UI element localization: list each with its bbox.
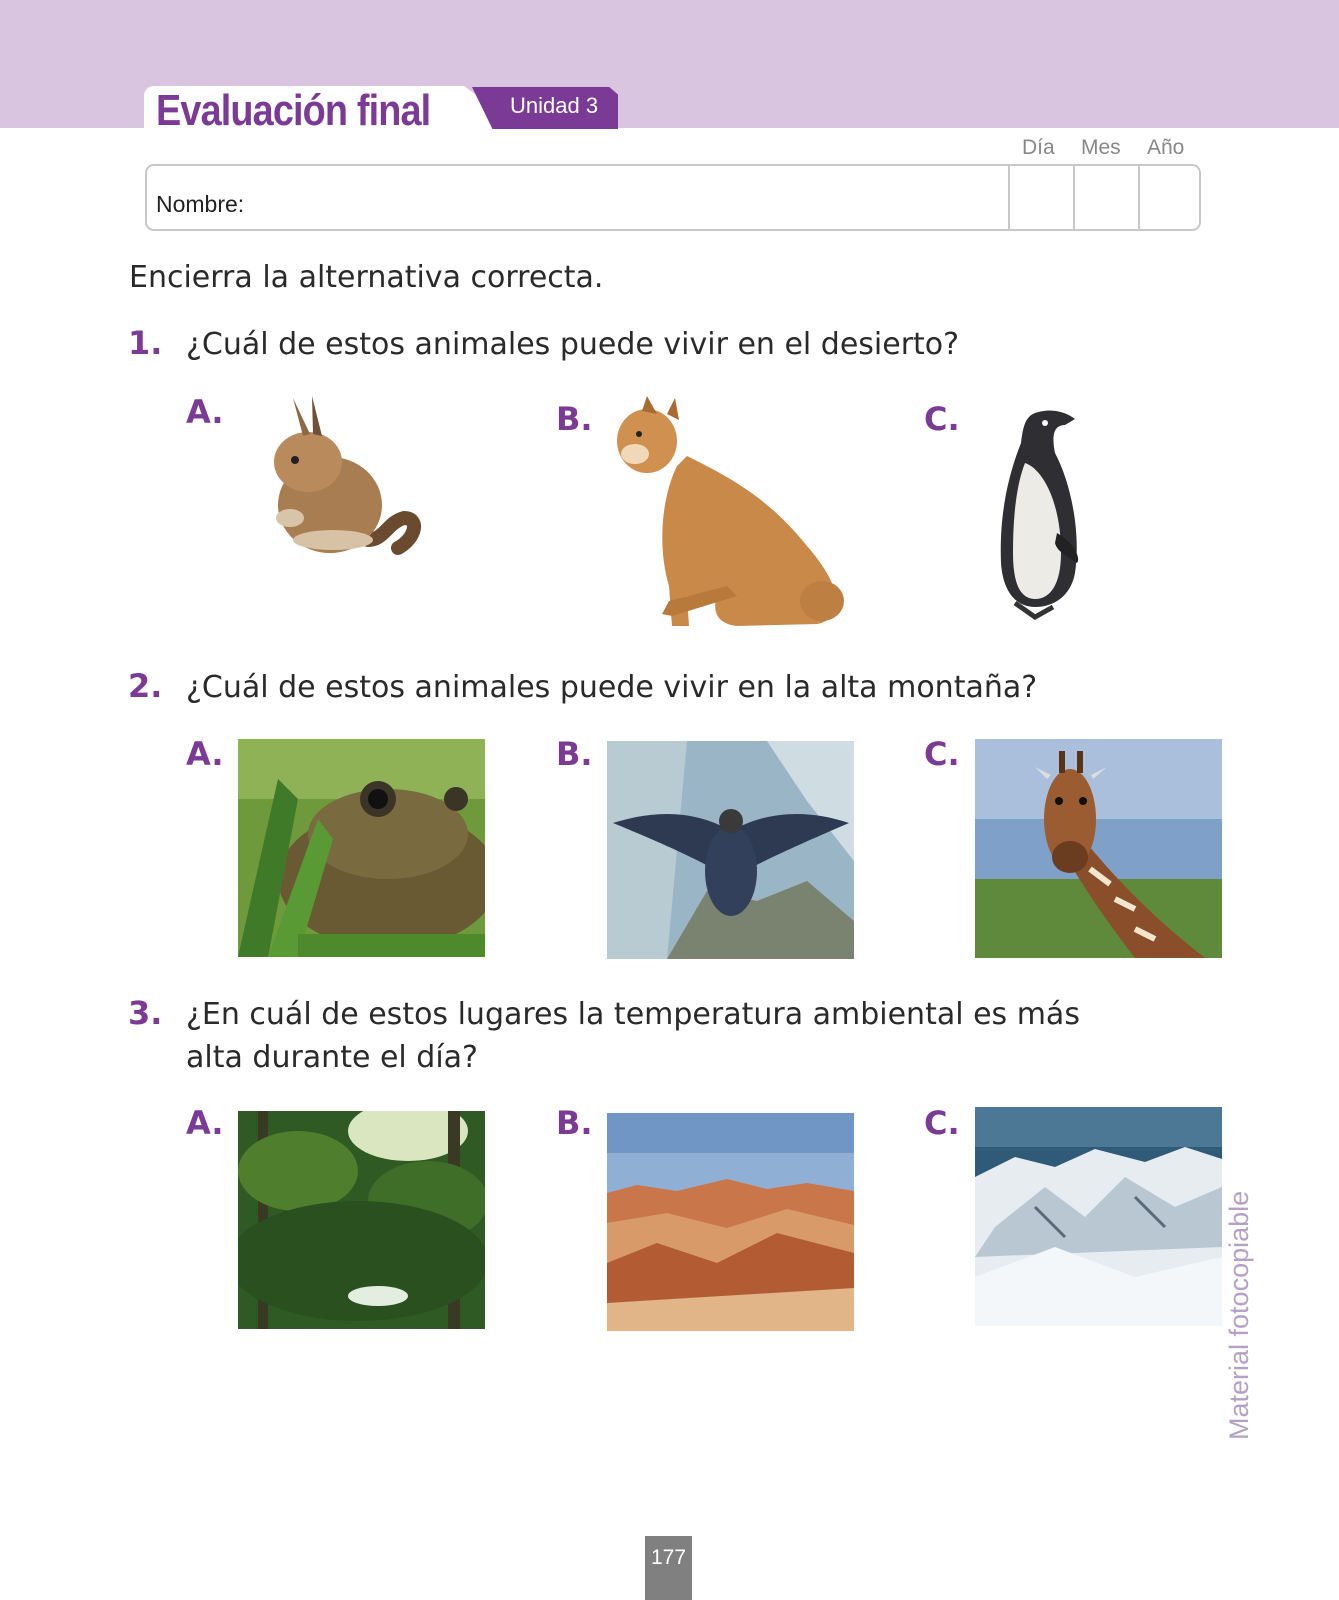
forest-image[interactable]	[238, 1111, 485, 1329]
question-text: ¿Cuál de estos animales puede vivir en la alta montaña?	[186, 670, 1038, 705]
snowy-mountains-image[interactable]	[975, 1107, 1222, 1326]
page-number: 177	[650, 1546, 687, 1569]
option-letter[interactable]: C.	[924, 735, 960, 773]
name-field[interactable]	[250, 168, 1000, 228]
year-label: Año	[1147, 136, 1185, 159]
desert-image[interactable]	[607, 1113, 854, 1331]
day-field[interactable]	[1009, 168, 1071, 228]
option-letter[interactable]: B.	[556, 400, 593, 438]
question-number: 2.	[128, 667, 163, 705]
viscacha-image[interactable]	[248, 390, 423, 570]
option-letter[interactable]: A.	[186, 1104, 224, 1142]
instruction-text: Encierra la alternativa correcta.	[129, 260, 604, 295]
question-number: 3.	[128, 994, 163, 1032]
option-letter[interactable]: A.	[186, 393, 224, 431]
option-letter[interactable]: A.	[186, 735, 224, 773]
question-number: 1.	[128, 324, 163, 362]
page-title: Evaluación final	[156, 86, 431, 135]
name-label: Nombre:	[156, 191, 245, 217]
year-field[interactable]	[1139, 168, 1197, 228]
condor-image[interactable]	[607, 741, 854, 959]
month-label: Mes	[1081, 136, 1121, 159]
photocopiable-note: Material fotocopiable	[1224, 1190, 1254, 1440]
unit-label: Unidad 3	[510, 93, 599, 118]
day-label: Día	[1022, 136, 1055, 159]
toad-image[interactable]	[238, 739, 485, 957]
penguin-image[interactable]	[995, 403, 1087, 621]
giraffe-image[interactable]	[975, 739, 1222, 958]
option-letter[interactable]: B.	[556, 1104, 593, 1142]
option-letter[interactable]: C.	[924, 400, 960, 438]
question-text: ¿En cuál de estos lugares la temperatura ambiental es más alta durante el día?	[186, 997, 1080, 1075]
puma-image[interactable]	[617, 396, 859, 632]
option-letter[interactable]: B.	[556, 735, 593, 773]
month-field[interactable]	[1074, 168, 1136, 228]
option-letter[interactable]: C.	[924, 1104, 960, 1142]
question-text: ¿Cuál de estos animales puede vivir en el desierto?	[186, 327, 960, 362]
